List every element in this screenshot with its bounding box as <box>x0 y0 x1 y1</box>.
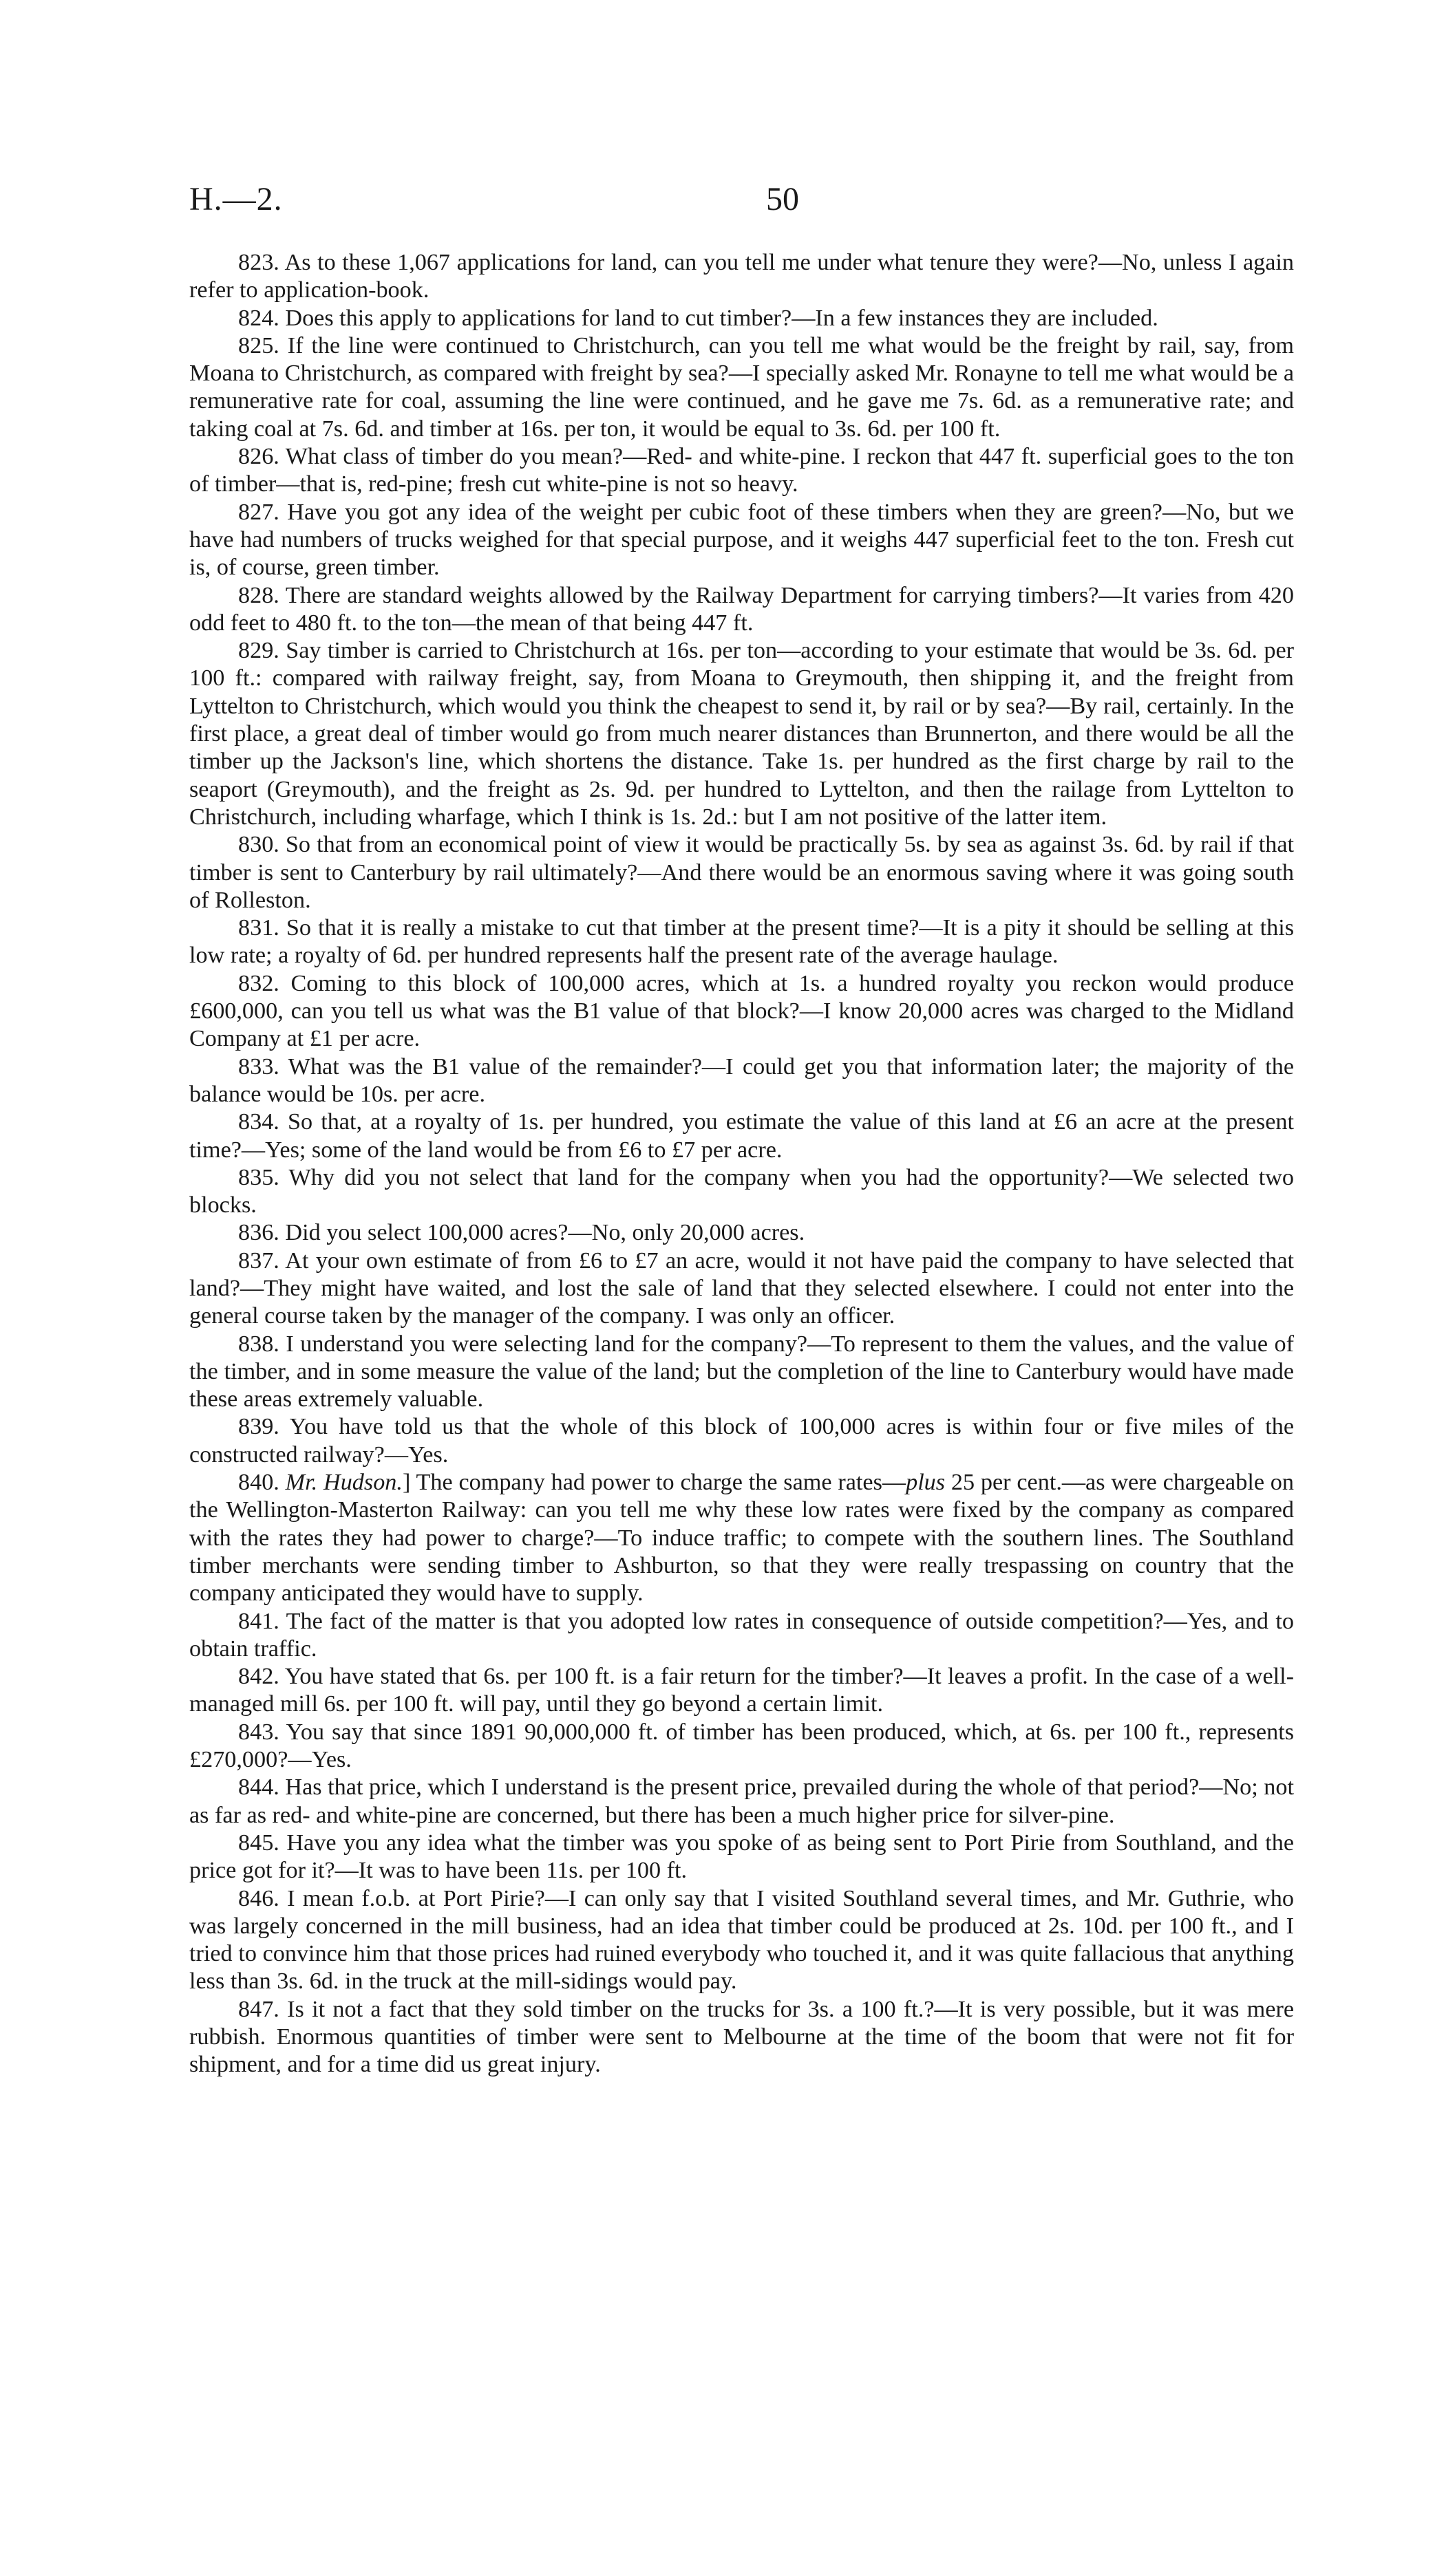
paragraph-827: 827. Have you got any idea of the weight per cubic foot of these timbers when they are green?—No, but we have had numbers of trucks weighed for that special purpose, and it weighs 447 superficial feet to the ton. Fresh cut is, of course, green timber. <box>189 499 1294 581</box>
paragraph-844: 844. Has that price, which I understand is the present price, prevailed during the whole of that period?—No; not as far as red- and white-pine are concerned, but there has been a much higher price for silver-pine. <box>189 1774 1294 1828</box>
paragraph-840-text-a: ] The company had power to charge the same rates— <box>402 1470 906 1496</box>
paragraph-823: 823. As to these 1,067 applications for land, can you tell me under what tenure they were?—No, unless I again refer to application-book. <box>189 250 1294 303</box>
paragraph-834: 834. So that, at a royalty of 1s. per hundred, you estimate the value of this land at £6 an acre at the present time?—Yes; some of the land would be from £6 to £7 per acre. <box>189 1109 1294 1163</box>
paragraph-840 <box>189 1469 1294 1607</box>
paragraph-830: 830. So that from an economical point of view it would be practically 5s. by sea as against 3s. 6d. by rail if that timber is sent to Canterbury by rail ultimately?—And there would be an enormous saving where it was going south of Rolleston. <box>189 832 1294 913</box>
paragraph-840-text-b: 25 per cent.—as were chargeable on the Wellington-Masterton Railway: can you tell me why these low rates were fixed by the company as compared with the rates they had power to charge?—To induce traffic; to compete with the southern lines. The Southland timber merchants were sending timber to Ashburton, so that they were really trespassing on country that the company anticipated they would have to supply. <box>189 1470 1294 1607</box>
paragraph-839: 839. You have told us that the whole of this block of 100,000 acres is within four or five miles of the constructed railway?—Yes. <box>189 1414 1294 1468</box>
emphasis-plus: plus <box>906 1470 946 1496</box>
body-text <box>189 249 1294 2079</box>
paragraph-829: 829. Say timber is carried to Christchurch at 16s. per ton—according to your estimate that would be 3s. 6d. per 100 ft.: compared with railway freight, say, from Moana to Greymouth, then shipping it, and the freight from Lyttelton to Christchurch, which would you think the cheapest to send it, by rail or by sea?—By rail, certainly. In the first place, a great deal of timber would go from much nearer distances than Brunnerton, and there would be all the timber up the Jackson's line, which shortens the distance. Take 1s. per hundred as the first charge by rail to the seaport (Greymouth), and the freight as 2s. 9d. per hundred to Lyttelton, and then the railage from Lyttelton to Christchurch, including wharfage, which I think is 1s. 2d.: but I am not positive of the latter item. <box>189 638 1294 830</box>
paragraph-832: 832. Coming to this block of 100,000 acres, which at 1s. a hundred royalty you reckon would produce £600,000, can you tell us what was the B1 value of that block?—I know 20,000 acres was charged to the Midland Company at £1 per acre. <box>189 970 1294 1052</box>
paragraph-831: 831. So that it is really a mistake to cut that timber at the present time?—It is a pity it should be selling at this low rate; a royalty of 6d. per hundred represents half the present rate of the average haulage. <box>189 915 1294 969</box>
paragraph-845: 845. Have you any idea what the timber was you spoke of as being sent to Port Pirie from Southland, and the price got for it?—It was to have been 11s. per 100 ft. <box>189 1829 1294 1884</box>
paragraph-842: 842. You have stated that 6s. per 100 ft. is a fair return for the timber?—It leaves a profit. In the case of a well-managed mill 6s. per 100 ft. will pay, until they go beyond a certain limit. <box>189 1664 1294 1717</box>
paragraph-836: 836. Did you select 100,000 acres?—No, only 20,000 acres. <box>238 1220 805 1246</box>
paragraph-843: 843. You say that since 1891 90,000,000 ft. of timber has been produced, which, at 6s. per 100 ft., represents £270,000?—Yes. <box>189 1719 1294 1773</box>
paragraph-833: 833. What was the B1 value of the remainder?—I could get you that information later; the majority of the balance would be 10s. per acre. <box>189 1053 1294 1107</box>
paragraph-835: 835. Why did you not select that land for the company when you had the opportunity?—We selected two blocks. <box>189 1164 1294 1219</box>
paragraph-828: 828. There are standard weights allowed by the Railway Department for carrying timbers?—It varies from 420 odd feet to 480 ft. to the ton—the mean of that being 447 ft. <box>189 582 1294 636</box>
paragraph-825: 825. If the line were continued to Christchurch, can you tell me what would be the freight by rail, say, from Moana to Christchurch, as compared with freight by sea?—I specially asked Mr. Ronayne to tell me what would be a remunerative rate for coal, assuming the line were continued, and he gave me 7s. 6d. as a remunerative rate; and taking coal at 7s. 6d. and timber at 16s. per ton, it would be equal to 3s. 6d. per 100 ft. <box>189 332 1294 442</box>
paragraph-838: 838. I understand you were selecting land for the company?—To represent to them the values, and the value of the timber, and in some measure the value of the land; but the completion of the line to Canterbury would have made these areas extremely valuable. <box>189 1331 1294 1413</box>
document-code: H.—2. <box>189 181 283 217</box>
paragraph-847: 847. Is it not a fact that they sold timber on the trucks for 3s. a 100 ft.?—It is very possible, but it was mere rubbish. Enormous quantities of timber were sent to Melbourne at the time of the boom that were not fit for shipment, and for a time did us great injury. <box>189 1996 1294 2078</box>
paragraph-840-number: 840. <box>238 1470 286 1496</box>
page-header <box>189 180 1294 228</box>
paragraph-824: 824. Does this apply to applications for land to cut timber?—In a few instances they are included. <box>238 305 1158 331</box>
paragraph-837: 837. At your own estimate of from £6 to £7 an acre, would it not have paid the company to have selected that land?—They might have waited, and lost the sale of land that they selected elsewhere. I could not enter into the general course taken by the manager of the company. I was only an officer. <box>189 1247 1294 1329</box>
paragraph-841: 841. The fact of the matter is that you adopted low rates in consequence of outside competition?—Yes, and to obtain traffic. <box>189 1608 1294 1662</box>
paragraph-826: 826. What class of timber do you mean?—Red- and white-pine. I reckon that 447 ft. superficial goes to the ton of timber—that is, red-pine; fresh cut white-pine is not so heavy. <box>189 444 1294 497</box>
page-number: 50 <box>766 181 799 217</box>
speaker-name: Mr. Hudson. <box>285 1470 403 1496</box>
paragraph-846: 846. I mean f.o.b. at Port Pirie?—I can only say that I visited Southland several times, and Mr. Guthrie, who was largely concerned in the mill business, had an idea that timber could be produced at 2s. 10d. per 100 ft., and I tried to convince him that those prices had ruined everybody who touched it, and it was quite fallacious that anything less than 3s. 6d. in the truck at the mill-sidings would pay. <box>189 1885 1294 1995</box>
